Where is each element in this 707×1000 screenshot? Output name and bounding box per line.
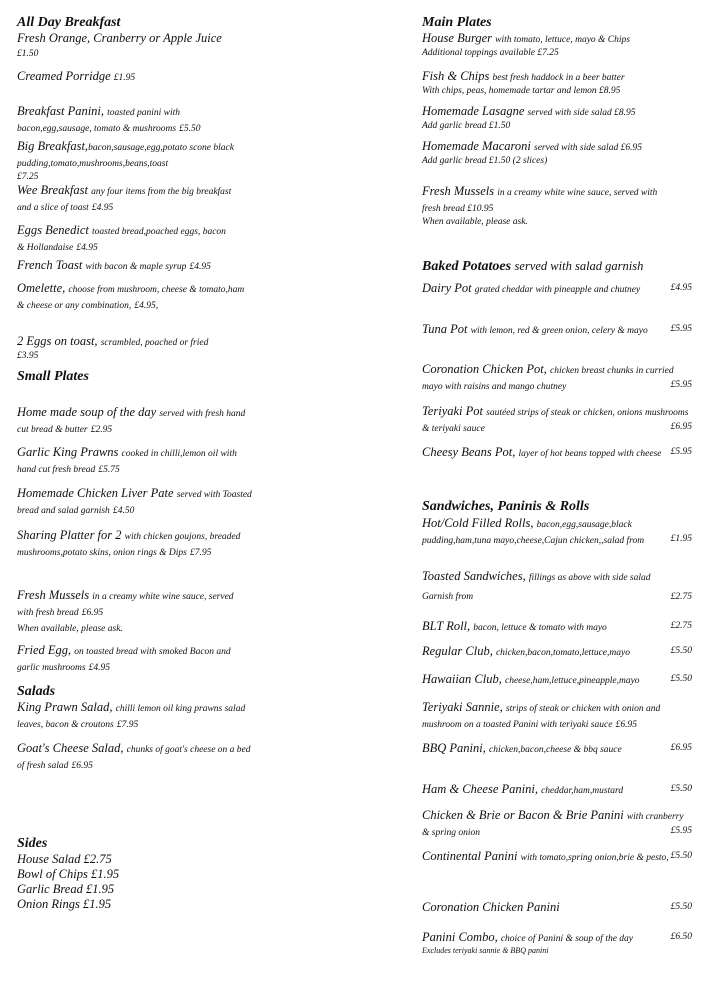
porridge-name: Creamed Porridge [17, 69, 111, 83]
coronation-panini-price: £5.50 [670, 902, 692, 912]
porridge-item [17, 69, 302, 85]
hawaiian-club-item [422, 672, 692, 688]
toasted-sandwich-price: £2.75 [670, 592, 692, 602]
eggs-benedict-desc: toasted bread,poached eggs, bacon & Hollandaise [17, 227, 226, 253]
baked-potatoes-title: Baked Potatoes [422, 259, 512, 274]
regular-club-desc: chicken,bacon,tomato,lettuce,mayo [495, 648, 630, 658]
big-breakfast-name: Big Breakfast, [17, 139, 89, 153]
tuna-pot-price: £5.95 [670, 324, 692, 334]
blt-name: BLT Roll, [422, 619, 471, 633]
coronation-pot-price: £5.95 [670, 380, 692, 390]
sides-heading: Sides [17, 836, 48, 851]
blt-price: £2.75 [670, 621, 692, 631]
dairy-pot-desc: grated cheddar with pineapple and chutney [474, 285, 641, 295]
small-plates-heading: Small Plates [17, 369, 89, 384]
cheesy-beans-pot-item [422, 445, 692, 461]
soup-name: Home made soup of the day [17, 405, 157, 419]
breakfast-panini-name: Breakfast Panini, [17, 104, 105, 118]
side-item-onion-rings: Onion Rings £1.95 [17, 897, 112, 911]
pate-desc: served with Toasted bread and salad garnish [17, 490, 252, 516]
eggs-benedict-name: Eggs Benedict [17, 223, 89, 237]
fish-chips-item [422, 69, 692, 97]
hawaiian-club-name: Hawaiian Club, [422, 672, 502, 686]
wee-breakfast-name: Wee Breakfast [17, 183, 88, 197]
eggs-on-toast-item [17, 334, 242, 362]
lasagne-desc: served with side salad £8.95 [527, 108, 636, 118]
ham-cheese-panini-desc: cheddar,ham,mustard [541, 786, 624, 796]
main-plates-heading: Main Plates [422, 15, 492, 30]
wee-breakfast-item [17, 183, 232, 215]
breakfast-heading: All Day Breakfast [17, 15, 121, 30]
eggs-on-toast-name: 2 Eggs on toast, [17, 334, 98, 348]
baked-potatoes-heading [422, 258, 692, 275]
mussels-main-note: When available, please ask. [422, 217, 528, 227]
side-item-house-salad: House Salad £2.75 [17, 852, 112, 866]
goat-salad-name: Goat's Cheese Salad, [17, 741, 124, 755]
toasted-sandwich-name: Toasted Sandwiches, [422, 569, 526, 583]
prawn-salad-item [17, 700, 252, 732]
hawaiian-club-price: £5.50 [670, 674, 692, 684]
continental-panini-name: Continental Panini [422, 849, 518, 863]
mussels-small-item [17, 588, 237, 635]
eggs-on-toast-desc: scrambled, poached or fried [100, 338, 209, 348]
cheesy-beans-pot-name: Cheesy Beans Pot, [422, 445, 516, 459]
toasted-sandwich-desc: fillings as above with side salad [528, 573, 651, 583]
rolls-item [422, 516, 692, 548]
side-item-chips: Bowl of Chips £1.95 [17, 867, 120, 881]
fried-egg-name: Fried Egg, [17, 643, 72, 657]
burger-item [422, 31, 692, 59]
wee-breakfast-price: £4.95 [91, 203, 114, 213]
macaroni-name: Homemade Macaroni [422, 139, 531, 153]
mussels-small-desc: in a creamy white wine sauce, served with fresh bread [17, 592, 234, 618]
ham-cheese-panini-price: £5.50 [670, 784, 692, 794]
panini-combo-note: Excludes teriyaki sannie & BBQ panini [422, 946, 549, 955]
bbq-panini-price: £6.95 [670, 743, 692, 753]
pate-name: Homemade Chicken Liver Pate [17, 486, 174, 500]
ham-cheese-panini-item [422, 782, 692, 798]
big-breakfast-item [17, 139, 267, 183]
side-item-garlic-bread: Garlic Bread £1.95 [17, 882, 115, 896]
baked-potatoes-sub: served with salad garnish [514, 259, 644, 273]
fish-chips-note: With chips, peas, homemade tartar and lemon £8.95 [422, 86, 621, 96]
french-toast-price: £4.95 [189, 262, 211, 272]
mussels-small-price: £6.95 [81, 608, 104, 618]
garlic-prawns-name: Garlic King Prawns [17, 445, 119, 459]
coronation-pot-item [422, 362, 692, 394]
mussels-main-name: Fresh Mussels [422, 184, 495, 198]
brie-panini-price: £5.95 [670, 826, 692, 836]
bbq-panini-name: BBQ Panini, [422, 741, 486, 755]
lasagne-name: Homemade Lasagne [422, 104, 525, 118]
burger-name: House Burger [422, 31, 493, 45]
prawn-salad-name: King Prawn Salad, [17, 700, 113, 714]
teriyaki-sannie-name: Teriyaki Sannie, [422, 700, 503, 714]
burger-desc: with tomato, lettuce, mayo & Chips [495, 35, 630, 45]
lasagne-item [422, 104, 692, 132]
sharing-platter-desc: with chicken goujons, breaded mushrooms,potato skins, onion rings & Dips [17, 532, 241, 558]
fish-chips-name: Fish & Chips [422, 69, 490, 83]
dairy-pot-name: Dairy Pot [422, 281, 472, 295]
cheesy-beans-pot-price: £5.95 [670, 447, 692, 457]
sharing-platter-name: Sharing Platter for 2 [17, 528, 122, 542]
fish-chips-desc: best fresh haddock in a beer batter [492, 73, 625, 83]
rolls-name: Hot/Cold Filled Rolls, [422, 516, 534, 530]
soup-desc: served with fresh hand cut bread & butter [17, 409, 246, 435]
fried-egg-desc: on toasted bread with smoked Bacon and garlic mushrooms [17, 647, 231, 673]
brie-panini-item [422, 808, 692, 840]
coronation-panini-name: Coronation Chicken Panini [422, 900, 560, 914]
coronation-pot-desc: chicken breast chunks in curried mayo with raisins and mango chutney [422, 366, 674, 392]
teriyaki-pot-item [422, 404, 692, 436]
dairy-pot-item [422, 281, 692, 297]
juice-name: Fresh Orange, Cranberry or Apple Juice [17, 31, 222, 45]
breakfast-panini-price: £5.50 [179, 124, 201, 134]
teriyaki-sannie-desc: strips of steak or chicken with onion and mushroom on a toasted Panini with teriyaki sauce [422, 704, 661, 730]
toasted-sandwich-item [422, 569, 692, 603]
juice-item [17, 31, 237, 61]
sharing-platter-item [17, 528, 242, 560]
macaroni-note: Add garlic bread £1.50 (2 slices) [422, 156, 548, 166]
rolls-price: £1.95 [670, 534, 692, 544]
panini-combo-price: £6.50 [670, 932, 692, 942]
sandwiches-heading: Sandwiches, Paninis & Rolls [422, 499, 590, 514]
dairy-pot-price: £4.95 [670, 283, 692, 293]
teriyaki-pot-price: £6.95 [670, 422, 692, 432]
continental-panini-item [422, 849, 692, 865]
sharing-platter-price: £7.95 [190, 548, 212, 558]
salads-heading: Salads [17, 684, 56, 699]
ham-cheese-panini-name: Ham & Cheese Panini, [422, 782, 538, 796]
goat-salad-desc: chunks of goat's cheese on a bed of fresh salad [17, 745, 251, 771]
breakfast-panini-desc: toasted panini with bacon,egg,sausage, tomato & mushrooms [17, 108, 180, 134]
cheesy-beans-pot-desc: layer of hot beans topped with cheese [518, 449, 662, 459]
regular-club-price: £5.50 [670, 646, 692, 656]
teriyaki-sannie-price: £6.95 [615, 720, 637, 730]
brie-panini-desc: with cranberry & spring onion [422, 812, 684, 838]
macaroni-item [422, 139, 692, 167]
french-toast-name: French Toast [17, 258, 83, 272]
french-toast-desc: with bacon & maple syrup [85, 262, 187, 272]
soup-price: £2.95 [90, 425, 113, 435]
omelette-name: Omelette, [17, 281, 66, 295]
blt-item [422, 619, 692, 635]
tuna-pot-desc: with lemon, red & green onion, celery & mayo [470, 326, 648, 336]
continental-panini-price: £5.50 [670, 851, 692, 861]
garlic-prawns-item [17, 445, 247, 477]
big-breakfast-desc: bacon,sausage,egg,potato scone black pudding,tomato,mushrooms,beans,toast [17, 143, 234, 169]
garlic-prawns-price: £5.75 [98, 465, 120, 475]
omelette-price: £4.95, [134, 301, 159, 311]
coronation-panini-item [422, 900, 692, 914]
rolls-desc: bacon,egg,sausage,black pudding,ham,tuna mayo,cheese,Cajun chicken,,salad from [422, 520, 645, 546]
panini-combo-name: Panini Combo, [422, 930, 498, 944]
pate-price: £4.50 [112, 506, 135, 516]
juice-price: £1.50 [17, 49, 39, 59]
teriyaki-pot-desc: sautéed strips of steak or chicken, onions mushrooms & teriyaki sauce [422, 408, 689, 434]
eggs-benedict-price: £4.95 [76, 243, 98, 253]
mussels-small-note: When available, please ask. [17, 624, 123, 634]
tuna-pot-name: Tuna Pot [422, 322, 468, 336]
omelette-item [17, 281, 247, 313]
big-breakfast-price: £7.25 [17, 172, 39, 182]
french-toast-item [17, 258, 302, 274]
tuna-pot-item [422, 322, 692, 338]
garlic-prawns-desc: cooked in chilli,lemon oil with hand cut fresh bread [17, 449, 237, 475]
brie-panini-name: Chicken & Brie or Bacon & Brie Panini [422, 808, 624, 822]
hawaiian-club-desc: cheese,ham,lettuce,pineapple,mayo [505, 676, 640, 686]
blt-desc: bacon, lettuce & tomato with mayo [473, 623, 607, 633]
porridge-price: £1.95 [113, 73, 136, 83]
coronation-pot-name: Coronation Chicken Pot, [422, 362, 547, 376]
panini-combo-item [422, 930, 692, 956]
teriyaki-pot-name: Teriyaki Pot [422, 404, 483, 418]
lasagne-note: Add garlic bread £1.50 [422, 121, 511, 131]
bbq-panini-item [422, 741, 692, 757]
wee-breakfast-desc: any four items from the big breakfast and a slice of toast [17, 187, 232, 213]
regular-club-item [422, 644, 692, 660]
teriyaki-sannie-item [422, 700, 692, 732]
breakfast-panini-item [17, 104, 247, 136]
eggs-on-toast-price: £3.95 [17, 351, 39, 361]
regular-club-name: Regular Club, [422, 644, 493, 658]
macaroni-desc: served with side salad £6.95 [534, 143, 642, 153]
goat-salad-price: £6.95 [71, 761, 93, 771]
mussels-main-item [422, 184, 672, 228]
soup-item [17, 405, 257, 437]
fried-egg-item [17, 643, 242, 675]
continental-panini-desc: with tomato,spring onion,brie & pesto, [520, 853, 669, 863]
prawn-salad-desc: chilli lemon oil king prawns salad leaves, bacon & croutons [17, 704, 246, 730]
mussels-small-name: Fresh Mussels [17, 588, 90, 602]
bbq-panini-desc: chicken,bacon,cheese & bbq sauce [489, 745, 622, 755]
goat-salad-item [17, 741, 257, 773]
eggs-benedict-item [17, 223, 232, 255]
burger-note: Additional toppings available £7.25 [422, 48, 559, 58]
omelette-desc: choose from mushroom, cheese & tomato,ham & cheese or any combination, [17, 285, 245, 311]
prawn-salad-price: £7.95 [116, 720, 139, 730]
fried-egg-price: £4.95 [88, 663, 111, 673]
mussels-main-desc: in a creamy white wine sauce, served with fresh bread £10.95 [422, 188, 658, 214]
panini-combo-desc: choice of Panini & soup of the day [500, 934, 634, 944]
pate-item [17, 486, 257, 518]
toasted-sandwich-desc2: Garnish from [422, 592, 474, 602]
